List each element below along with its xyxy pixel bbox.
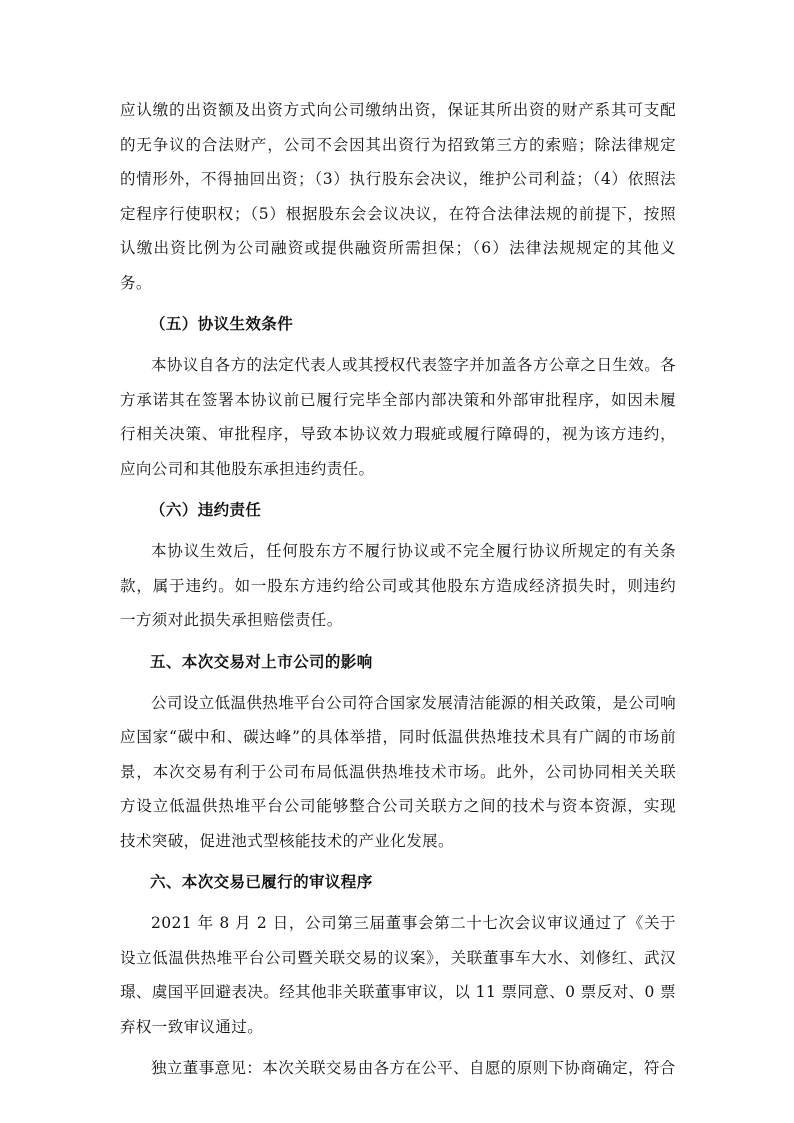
- paragraph-breach-liability: 本协议生效后，任何股东方不履行协议或不完全履行协议所规定的有关条款，属于违约。如一股东方违约给公司或其他股东方造成经济损失时，则违约一方须对此损失承担赔偿责任。: [120, 542, 676, 629]
- document-page: [120, 93, 676, 1086]
- heading-agreement-effective-conditions: （五）协议生效条件: [150, 315, 294, 333]
- heading-review-procedures: 六、本次交易已履行的审议程序: [150, 873, 373, 891]
- paragraph-board-review: 2021 年 8 月 2 日，公司第三届董事会第二十七次会议审议通过了《关于设立低温供热堆平台公司暨关联交易的议案》，关联董事车大水、刘修红、武汉璟、虞国平回避表决。经其他非关联董事审议，以 11 票同意、0 票反对、0 票弃权一致审议通过。: [120, 914, 676, 1036]
- heading-breach-liability: （六）违约责任: [150, 501, 262, 519]
- paragraph-independent-director-opinion: 独立董事意见：本次关联交易由各方在公平、自愿的原则下协商确定，符合: [151, 1059, 676, 1077]
- paragraph-agreement-effective: 本协议自各方的法定代表人或其授权代表签字并加盖各方公章之日生效。各方承诺其在签署本协议前已履行完毕全部内部决策和外部审批程序，如因未履行相关决策、审批程序，导致本协议效力瑕疵或履行障碍的，视为该方违约，应向公司和其他股东承担违约责任。: [120, 356, 676, 478]
- paragraph-impact: 公司设立低温供热堆平台公司符合国家发展清洁能源的相关政策，是公司响应国家“碳中和、碳达峰”的具体举措，同时低温供热堆技术具有广阔的市场前景，本次交易有利于公司布局低温供热堆技术市场。此外，公司协同相关关联方设立低温供热堆平台公司能够整合公司关联方之间的技术与资本资源，实现技术突破，促进池式型核能技术的产业化发展。: [120, 693, 676, 850]
- paragraph-shareholder-obligations: 应认缴的出资额及出资方式向公司缴纳出资，保证其所出资的财产系其可支配的无争议的合法财产，公司不会因其出资行为招致第三方的索赔；除法律规定的情形外，不得抽回出资；（3）执行股东会决议，维护公司利益；（4）依照法定程序行使职权；（5）根据股东会会议决议，在符合法律法规的前提下，按照认缴出资比例为公司融资或提供融资所需担保；（6）法律法规规定的其他义务。: [120, 101, 676, 292]
- heading-impact-on-listed-company: 五、本次交易对上市公司的影响: [150, 652, 373, 671]
